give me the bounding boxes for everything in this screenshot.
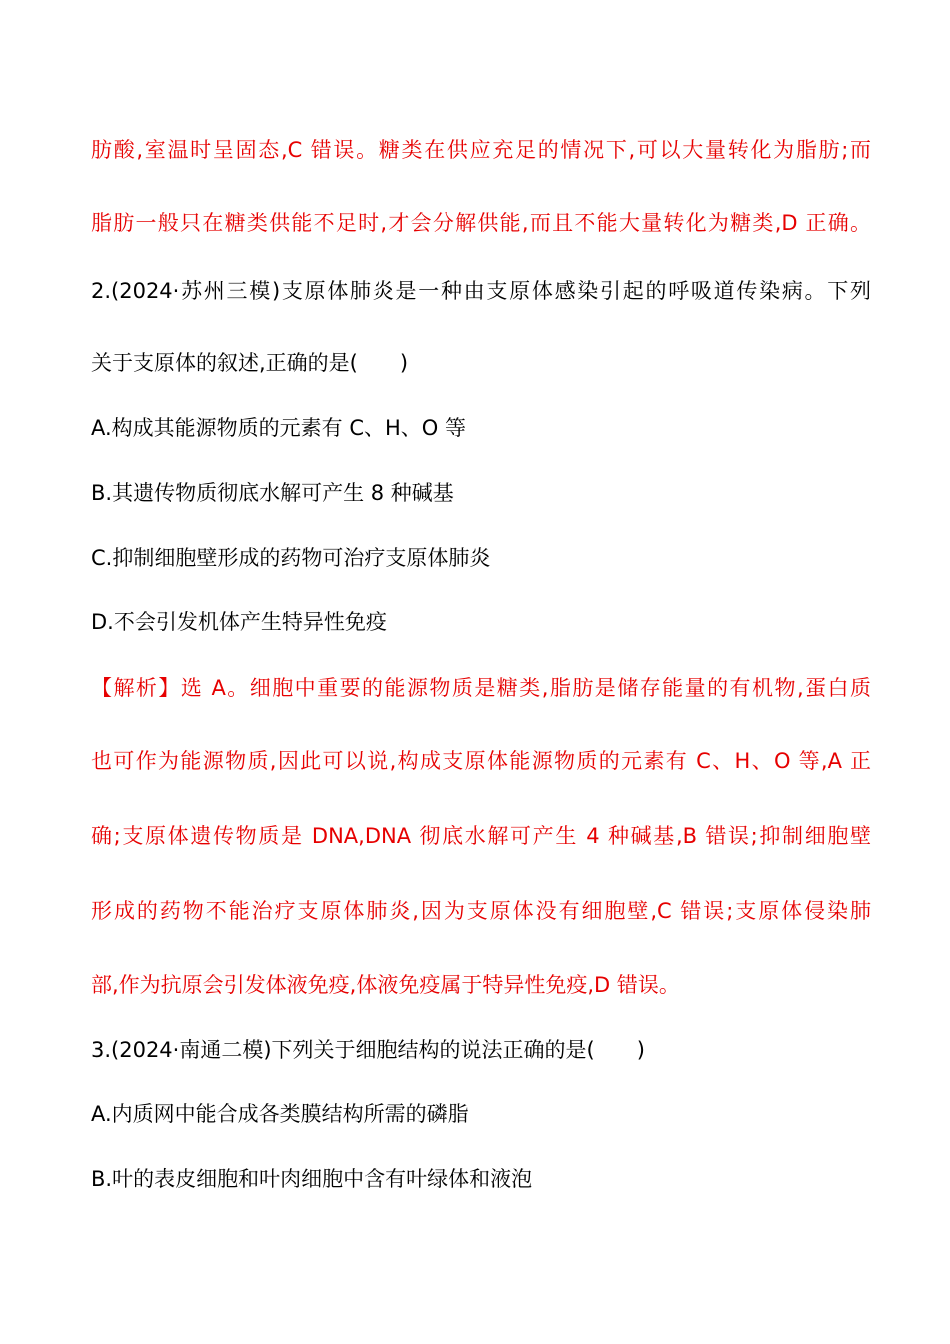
question-2-explanation-line-1: 【解析】选 A。细胞中重要的能源物质是糖类,脂肪是储存能量的有机物,蛋白质: [91, 676, 871, 700]
prev-explanation-line-1: 肪酸,室温时呈固态,C 错误。糖类在供应充足的情况下,可以大量转化为脂肪;而: [91, 138, 871, 162]
question-3-option-a: A.内质网中能合成各类膜结构所需的磷脂: [91, 1102, 469, 1126]
question-3-stem: 3.(2024·南通二模)下列关于细胞结构的说法正确的是( ): [91, 1038, 645, 1062]
question-2-explanation-line-3: 确;支原体遗传物质是 DNA,DNA 彻底水解可产生 4 种碱基,B 错误;抑制细胞壁: [91, 824, 871, 848]
question-2-option-d: D.不会引发机体产生特异性免疫: [91, 610, 387, 634]
question-2-stem-line-2: 关于支原体的叙述,正确的是( ): [91, 351, 409, 375]
question-2-option-b: B.其遗传物质彻底水解可产生 8 种碱基: [91, 481, 454, 505]
question-2-explanation-line-2: 也可作为能源物质,因此可以说,构成支原体能源物质的元素有 C、H、O 等,A 正: [91, 749, 871, 773]
prev-explanation-line-2: 脂肪一般只在糖类供能不足时,才会分解供能,而且不能大量转化为糖类,D 正确。: [91, 211, 871, 235]
question-3-option-b: B.叶的表皮细胞和叶肉细胞中含有叶绿体和液泡: [91, 1167, 533, 1191]
question-2-option-c: C.抑制细胞壁形成的药物可治疗支原体肺炎: [91, 546, 491, 570]
question-2-option-a: A.构成其能源物质的元素有 C、H、O 等: [91, 416, 467, 440]
question-2-explanation-line-5: 部,作为抗原会引发体液免疫,体液免疫属于特异性免疫,D 错误。: [91, 973, 680, 997]
question-2-explanation-line-4: 形成的药物不能治疗支原体肺炎,因为支原体没有细胞壁,C 错误;支原体侵染肺: [91, 899, 871, 923]
question-2-stem-line-1: 2.(2024·苏州三模)支原体肺炎是一种由支原体感染引起的呼吸道传染病。下列: [91, 279, 871, 303]
